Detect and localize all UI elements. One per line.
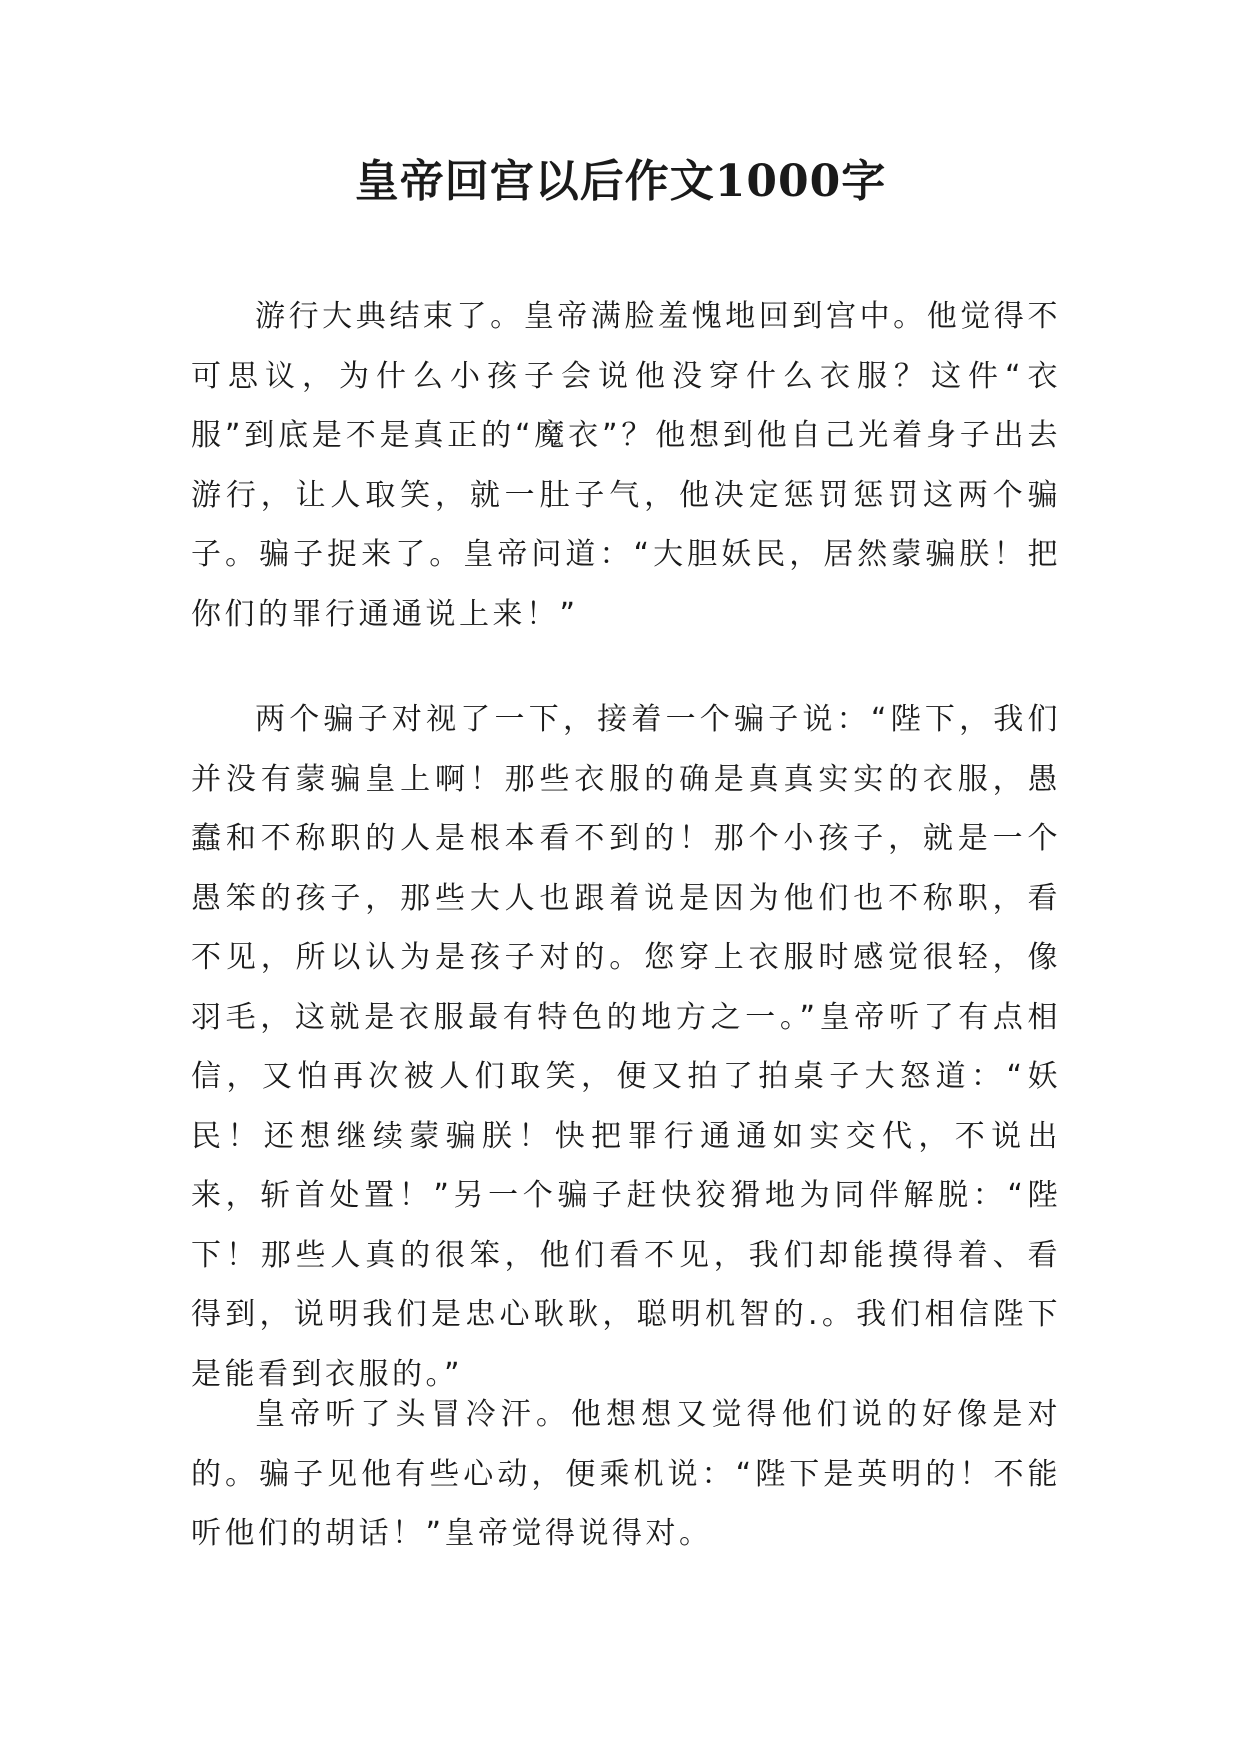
paragraph-3: 皇帝听了头冒冷汗。他想想又觉得他们说的好像是对的。骗子见他有些心动，便乘机说：“陛下是英明的！不能听他们的胡话！”皇帝觉得说得对。 [191, 1397, 1061, 1551]
paragraph-1: 游行大典结束了。皇帝满脸羞愧地回到宫中。他觉得不可思议，为什么小孩子会说他没穿什么衣服？这件“衣服”到底是不是真正的“魔衣”？他想到他自己光着身子出去游行，让人取笑，就一肚子气，他决定惩罚惩罚这两个骗子。骗子捉来了。皇帝问道：“大胆妖民，居然蒙骗朕！把你们的罪行通通说上来！” [191, 299, 1061, 632]
document-title: 皇帝回宫以后作文1000字 [354, 156, 887, 207]
paragraph-2: 两个骗子对视了一下，接着一个骗子说：“陛下，我们并没有蒙骗皇上啊！那些衣服的确是真真实实的衣服，愚蠢和不称职的人是根本看不到的！那个小孩子，就是一个愚笨的孩子，那些大人也跟着说是因为他们也不称职，看不见，所以认为是孩子对的。您穿上衣服时感觉很轻，像羽毛，这就是衣服最有特色的地方之一。”皇帝听了有点相信，又怕再次被人们取笑，便又拍了拍桌子大怒道：“妖民！还想继续蒙骗朕！快把罪行通通如实交代，不说出来，斩首处置！”另一个骗子赶快狡猾地为同伴解脱：“陛下！那些人真的很笨，他们看不见，我们却能摸得着、看得到，说明我们是忠心耿耿，聪明机智的.。我们相信陛下是能看到衣服的。” [191, 702, 1061, 1392]
